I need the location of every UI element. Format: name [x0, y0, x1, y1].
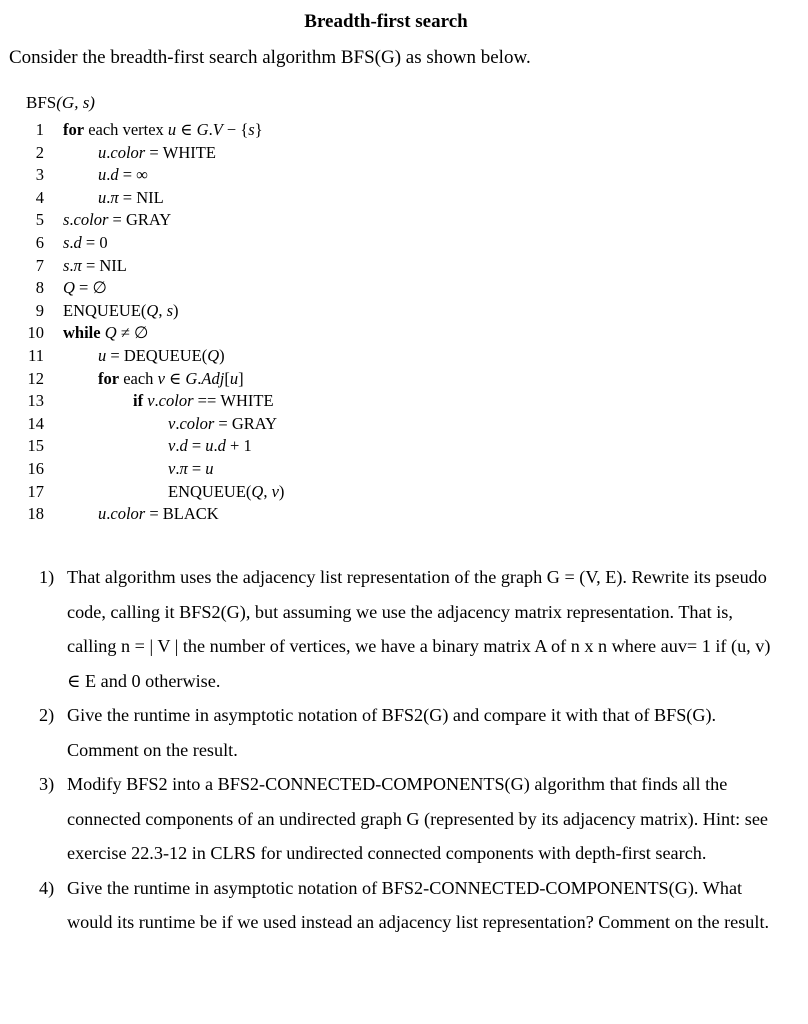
line-number: 17 — [27, 481, 44, 501]
question-number: 3) — [39, 774, 55, 794]
line-number: 9 — [35, 300, 44, 320]
line-number: 11 — [28, 345, 44, 365]
code-line — [0, 458, 420, 481]
code-text: u.color = WHITE — [98, 142, 216, 162]
page-title: Breadth-first search — [304, 11, 468, 32]
question-item — [0, 767, 808, 871]
code-line — [0, 277, 420, 300]
code-text: u.d = ∞ — [98, 165, 148, 185]
code-text: v.π = u — [168, 458, 214, 478]
question-list — [0, 560, 808, 940]
code-text: while Q ≠ ∅ — [63, 323, 149, 343]
code-text: s.d = 0 — [63, 232, 108, 252]
code-text: v.color = GRAY — [168, 413, 278, 433]
code-line — [0, 164, 420, 187]
line-number: 18 — [27, 504, 44, 524]
algorithm-args: (G, s) — [56, 93, 95, 112]
code-text: Q = ∅ — [63, 278, 107, 298]
code-line — [0, 300, 420, 323]
code-line — [0, 255, 420, 278]
intro-text: Consider the breadth-first search algorithm BFS(G) as shown below. — [9, 47, 531, 68]
question-text: That algorithm uses the adjacency list representation of the graph G = (V, E). Rewrite its pseudo code, calling it BFS2(G), but assuming we use the adjacency matrix representation. That is, calling n = | V | the number of vertices, we have a binary matrix A of n x n where auv= 1 if (u, v) ∈ E and 0 otherwise. — [67, 567, 771, 691]
code-line — [0, 119, 420, 142]
question-item — [0, 871, 808, 940]
question-item — [0, 698, 808, 767]
algorithm-name: BFS — [26, 93, 57, 112]
question-text: Give the runtime in asymptotic notation of BFS2-CONNECTED-COMPONENTS(G). What would its runtime be if we used instead an adjacency list representation? Comment on the result. — [67, 877, 770, 932]
code-line — [0, 209, 420, 232]
code-line — [0, 390, 420, 413]
code-line — [0, 232, 420, 255]
code-text: s.color = GRAY — [63, 210, 172, 230]
line-number: 5 — [35, 210, 44, 230]
code-text: ENQUEUE(Q, s) — [63, 300, 179, 320]
code-line — [0, 345, 420, 368]
line-number: 2 — [35, 142, 44, 162]
line-number: 13 — [27, 391, 44, 411]
algorithm-header — [26, 93, 95, 113]
code-text: u.color = BLACK — [98, 504, 219, 524]
code-line — [0, 142, 420, 165]
question-text: Modify BFS2 into a BFS2-CONNECTED-COMPONENTS(G) algorithm that finds all the connected components of an undirected graph G (represented by its adjacency matrix). Hint: see exercise 22.3-12 in CLRS for undirected connected components with depth-first search. — [67, 774, 768, 863]
question-text: Give the runtime in asymptotic notation of BFS2(G) and compare it with that of BFS(G). Comment on the result. — [67, 705, 717, 760]
line-number: 10 — [27, 323, 44, 343]
code-line — [0, 503, 420, 526]
line-number: 7 — [35, 255, 44, 275]
line-number: 6 — [35, 232, 44, 252]
question-item — [0, 560, 808, 698]
line-number: 3 — [35, 165, 44, 185]
code-line — [0, 413, 420, 436]
code-line — [0, 435, 420, 458]
code-text: s.π = NIL — [63, 255, 127, 275]
code-text: for each vertex u ∈ G.V − {s} — [63, 120, 263, 139]
line-number: 8 — [35, 278, 44, 298]
code-line — [0, 187, 420, 210]
line-number: 1 — [35, 120, 44, 139]
code-text: if v.color == WHITE — [133, 391, 274, 411]
code-text: v.d = u.d + 1 — [168, 436, 252, 456]
question-number: 2) — [39, 705, 55, 725]
code-text: u.π = NIL — [98, 187, 164, 207]
code-text: u = DEQUEUE(Q) — [98, 345, 225, 365]
code-text: for each v ∈ G.Adj[u] — [98, 368, 244, 388]
code-line — [0, 322, 420, 345]
line-number: 12 — [27, 368, 44, 388]
line-number: 14 — [27, 413, 44, 433]
line-number: 4 — [35, 187, 44, 207]
code-text: ENQUEUE(Q, v) — [168, 481, 285, 501]
pseudocode-block — [0, 119, 420, 526]
question-number: 1) — [39, 567, 55, 587]
question-number: 4) — [39, 877, 55, 898]
code-line — [0, 368, 420, 391]
line-number: 16 — [27, 458, 44, 478]
code-line — [0, 481, 420, 504]
line-number: 15 — [27, 436, 44, 456]
